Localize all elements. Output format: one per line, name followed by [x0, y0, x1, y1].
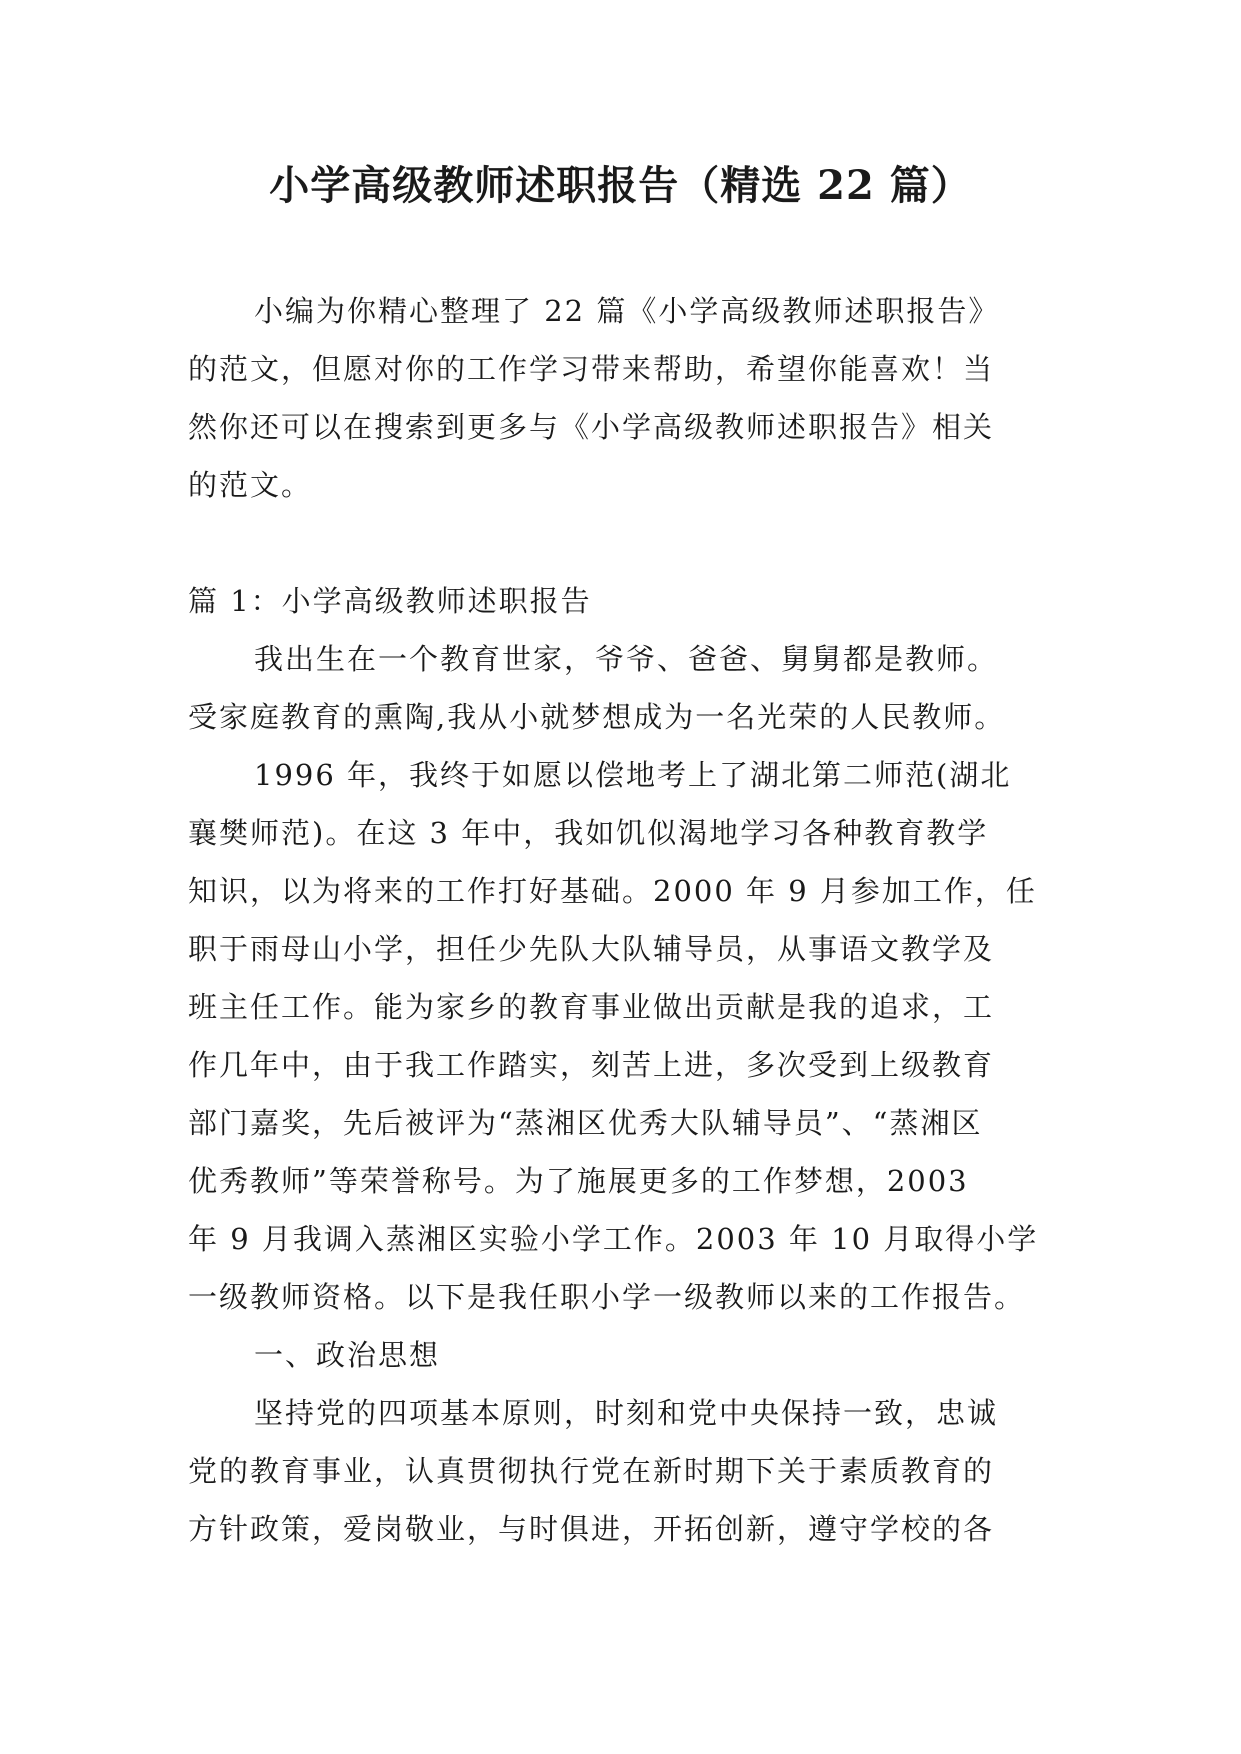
body-line: 襄樊师范)。在这 3 年中，我如饥似渴地学习各种教育教学	[188, 816, 989, 850]
intro-line: 小编为你精心整理了 22 篇《小学高级教师述职报告》	[254, 294, 1000, 328]
body-line: 受家庭教育的熏陶,我从小就梦想成为一名光荣的人民教师。	[188, 700, 1006, 734]
document-title: 小学高级教师述职报告（精选 22 篇）	[269, 162, 972, 209]
body-line: 年 9 月我调入蒸湘区实验小学工作。2003 年 10 月取得小学	[188, 1222, 1039, 1256]
document-body	[188, 282, 1053, 1558]
body-line: 党的教育事业，认真贯彻执行党在新时期下关于素质教育的	[188, 1454, 995, 1488]
body-line: 作几年中，由于我工作踏实，刻苦上进，多次受到上级教育	[188, 1048, 995, 1082]
body-line: 部门嘉奖，先后被评为“蒸湘区优秀大队辅导员”、“蒸湘区	[188, 1106, 983, 1140]
body-line: 优秀教师”等荣誉称号。为了施展更多的工作梦想，2003	[188, 1164, 969, 1198]
body-line: 一级教师资格。以下是我任职小学一级教师以来的工作报告。	[188, 1280, 1026, 1314]
body-line: 我出生在一个教育世家，爷爷、爸爸、舅舅都是教师。	[254, 642, 999, 676]
body-line: 班主任工作。能为家乡的教育事业做出贡献是我的追求，工	[188, 990, 995, 1024]
body-line: 方针政策，爱岗敬业，与时俱进，开拓创新，遵守学校的各	[188, 1512, 995, 1546]
intro-line: 的范文。	[188, 468, 313, 502]
body-line: 知识，以为将来的工作打好基础。2000 年 9 月参加工作，任	[188, 874, 1037, 908]
body-line: 坚持党的四项基本原则，时刻和党中央保持一致，忠诚	[254, 1396, 999, 1430]
body-line: 职于雨母山小学，担任少先队大队辅导员，从事语文教学及	[188, 932, 995, 966]
intro-line: 的范文，但愿对你的工作学习带来帮助，希望你能喜欢！当	[188, 352, 995, 386]
subheading: 一、政治思想	[254, 1338, 441, 1372]
body-line: 1996 年，我终于如愿以偿地考上了湖北第二师范(湖北	[254, 758, 1012, 792]
section-heading: 篇 1：小学高级教师述职报告	[188, 584, 592, 618]
paragraph-gap	[188, 514, 1053, 572]
intro-line: 然你还可以在搜索到更多与《小学高级教师述职报告》相关	[188, 410, 995, 444]
